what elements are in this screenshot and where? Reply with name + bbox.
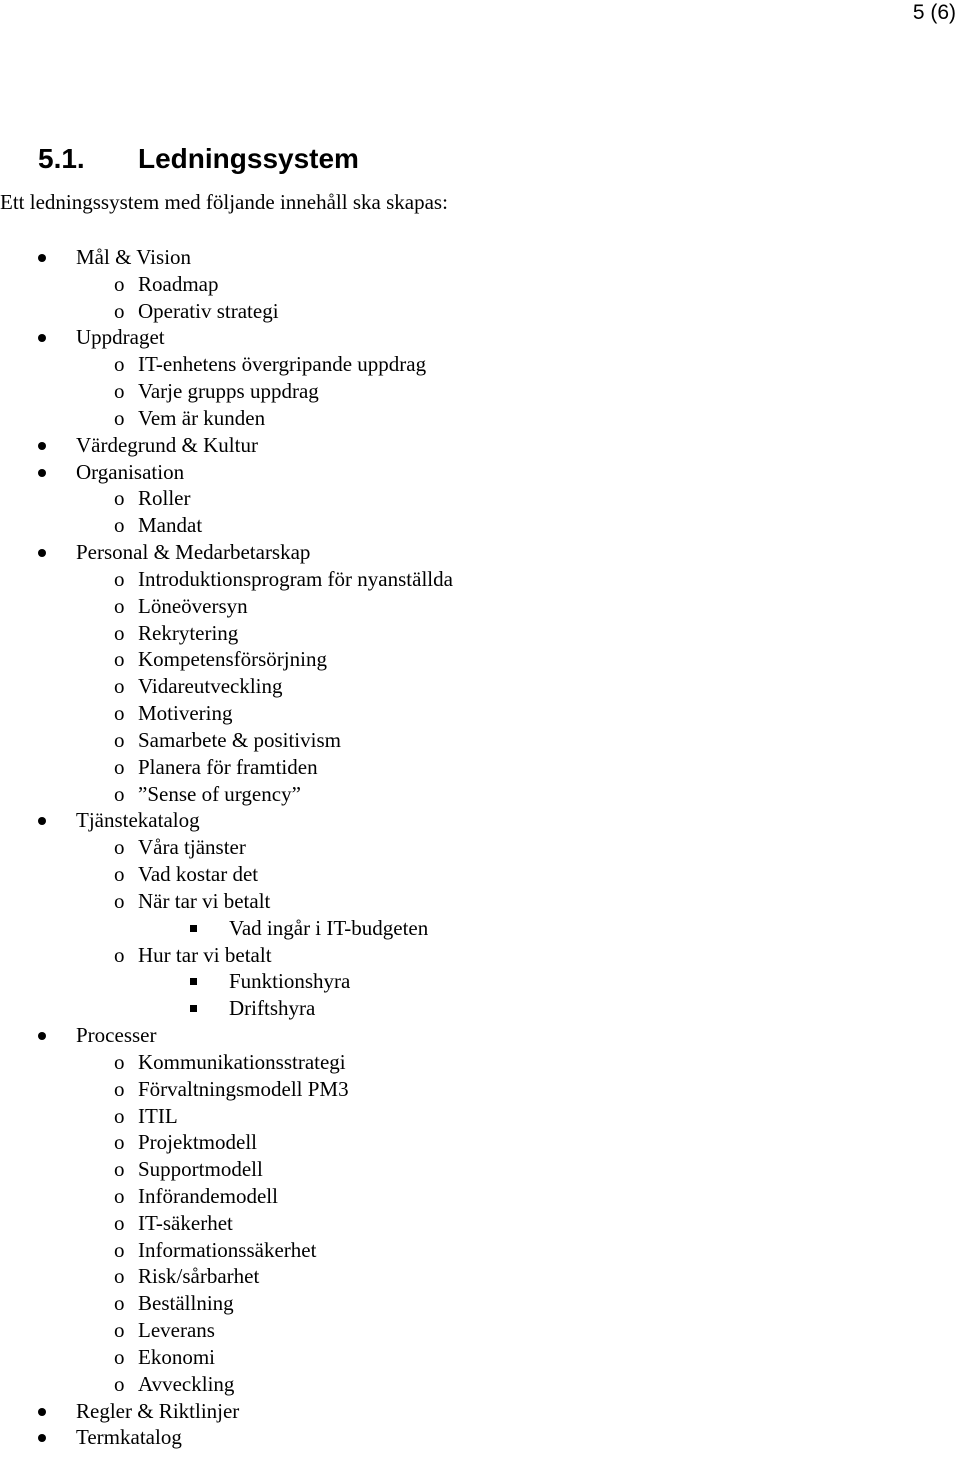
outline-item-level-1 [0,1424,960,1451]
outline-item-text: Supportmodell [138,1157,263,1182]
outline-item-text: ”Sense of urgency” [138,781,301,806]
outline-item-level-2 [0,1263,960,1290]
outline-item-level-1 [0,1022,960,1049]
outline-item-text: ITIL [138,1103,178,1128]
outline-item-text: Risk/sårbarhet [138,1264,260,1289]
outline-item-level-1 [0,1398,960,1425]
bullet-circle-marker: o [114,647,125,672]
bullet-circle-marker: o [114,379,125,404]
bullet-circle-marker: o [114,754,125,779]
bullet-disc-icon [38,254,46,262]
outline-item-text: Rekrytering [138,620,239,645]
outline-item-text: Mål & Vision [76,245,192,269]
outline-item-text: Tjänstekatalog [76,808,200,833]
outline-item-text: Operativ strategi [138,298,279,323]
outline-item-level-1 [0,539,960,566]
outline-item-level-2 [0,351,960,378]
outline-item-text: Kommunikationsstrategi [138,1049,346,1074]
outline-item-level-1 [0,432,960,459]
outline-item-text: Roadmap [138,271,219,296]
outline-item-level-1 [0,459,960,486]
bullet-circle-marker: o [114,298,125,323]
outline-item-level-2 [0,593,960,620]
outline-item-level-2 [0,378,960,405]
bullet-circle-marker: o [114,701,125,726]
outline-item-level-1 [0,807,960,834]
outline-item-level-2 [0,1290,960,1317]
outline-item-level-2 [0,834,960,861]
outline-item-text: Planera för framtiden [138,754,318,779]
outline-item-text: Vem är kunden [138,405,266,430]
outline-item-level-2 [0,1076,960,1103]
intro-paragraph: Ett ledningssystem med följande innehåll ska skapas: [0,190,448,214]
outline-item-level-2 [0,1156,960,1183]
outline-item-level-2 [0,888,960,915]
bullet-disc-icon [38,1032,46,1040]
outline-item-level-2 [0,646,960,673]
bullet-circle-marker: o [114,1157,125,1182]
outline-item-text: Motivering [138,701,233,726]
outline-item-text: Organisation [76,459,185,484]
bullet-disc-icon [38,1408,46,1416]
outline-item-text: Personal & Medarbetarskap [76,540,311,565]
outline-item-level-2 [0,1210,960,1237]
bullet-circle-marker: o [114,1076,125,1101]
bullet-circle-marker: o [114,1237,125,1262]
outline-item-text: IT-säkerhet [138,1210,233,1235]
bullet-circle-marker: o [114,1183,125,1208]
outline-item-text: Kompetensförsörjning [138,647,327,672]
bullet-circle-marker: o [114,620,125,645]
outline-item-level-2 [0,1129,960,1156]
outline-item-text: Mandat [138,513,203,538]
bullet-circle-marker: o [114,271,125,296]
outline-list [0,244,960,1451]
outline-item-level-2 [0,1103,960,1130]
outline-item-text: Avveckling [138,1371,235,1396]
outline-item-text: Projektmodell [138,1130,257,1155]
outline-item-level-3 [0,995,960,1022]
outline-item-text: Ekonomi [138,1344,215,1369]
outline-item-text: Uppdraget [76,325,165,350]
outline-item-level-2 [0,942,960,969]
bullet-circle-marker: o [114,1318,125,1343]
outline-item-level-2 [0,1237,960,1264]
bullet-circle-marker: o [114,486,125,511]
bullet-disc-icon [38,817,46,825]
page-number: 5 (6) [912,1,956,24]
bullet-circle-marker: o [114,1210,125,1235]
outline-item-text: Leverans [138,1318,215,1343]
bullet-circle-marker: o [114,888,125,913]
section-title: Ledningssystem [138,143,359,174]
outline-item-text: Förvaltningsmodell PM3 [138,1076,349,1101]
bullet-circle-marker: o [114,1264,125,1289]
outline-item-text: Vidareutveckling [138,674,283,699]
outline-item-text: Varje grupps uppdrag [138,379,319,404]
outline-item-level-2 [0,405,960,432]
bullet-circle-marker: o [114,405,125,430]
outline-item-text: Regler & Riktlinjer [76,1398,240,1423]
bullet-circle-marker: o [114,1291,125,1316]
outline-item-text: Roller [138,486,191,511]
bullet-circle-marker: o [114,835,125,860]
outline-item-text: Hur tar vi betalt [138,942,272,967]
outline-item-text: Beställning [138,1291,234,1316]
outline-item-level-2 [0,298,960,325]
bullet-circle-marker: o [114,566,125,591]
outline-item-text: När tar vi betalt [138,888,271,913]
bullet-square-icon [190,978,197,985]
outline-item-level-1 [0,324,960,351]
bullet-circle-marker: o [114,593,125,618]
bullet-disc-icon [38,1434,46,1442]
bullet-circle-marker: o [114,1130,125,1155]
bullet-circle-marker: o [114,727,125,752]
outline-item-level-2 [0,781,960,808]
bullet-circle-marker: o [114,942,125,967]
bullet-square-icon [190,1005,197,1012]
outline-item-text: Vad ingår i IT-budgeten [229,915,429,940]
bullet-circle-marker: o [114,1049,125,1074]
outline-item-text: Informationssäkerhet [138,1237,317,1262]
bullet-circle-marker: o [114,1371,125,1396]
outline-item-text: Värdegrund & Kultur [76,432,258,457]
outline-item-level-2 [0,512,960,539]
bullet-disc-icon [38,442,46,450]
outline-item-level-2 [0,566,960,593]
outline-item-level-2 [0,271,960,298]
outline-item-level-2 [0,1344,960,1371]
outline-item-text: Införandemodell [138,1183,278,1208]
section-heading [38,143,359,175]
outline-item-text: Löneöversyn [138,593,248,618]
outline-item-text: Introduktionsprogram för nyanställda [138,566,453,591]
bullet-circle-marker: o [114,781,125,806]
outline-item-text: Våra tjänster [138,835,246,860]
outline-item-text: IT-enhetens övergripande uppdrag [138,352,427,377]
outline-item-level-2 [0,861,960,888]
bullet-circle-marker: o [114,1344,125,1369]
bullet-circle-marker: o [114,674,125,699]
bullet-circle-marker: o [114,352,125,377]
bullet-disc-icon [38,549,46,557]
outline-item-level-2 [0,1317,960,1344]
outline-item-level-2 [0,727,960,754]
section-number: 5.1. [38,143,85,174]
outline-item-level-2 [0,700,960,727]
bullet-circle-marker: o [114,1103,125,1128]
bullet-circle-marker: o [114,862,125,887]
outline-item-text: Samarbete & positivism [138,727,341,752]
outline-item-level-3 [0,915,960,942]
outline-item-level-3 [0,968,960,995]
bullet-square-icon [190,925,197,932]
outline-item-level-2 [0,485,960,512]
outline-item-level-2 [0,673,960,700]
bullet-circle-marker: o [114,513,125,538]
outline-item-text: Funktionshyra [229,969,351,994]
outline-item-level-2 [0,1049,960,1076]
outline-item-level-2 [0,754,960,781]
outline-item-text: Termkatalog [76,1425,182,1450]
outline-item-level-2 [0,1371,960,1398]
outline-item-level-2 [0,1183,960,1210]
outline-item-text: Processer [76,1023,157,1048]
outline-item-text: Vad kostar det [138,862,259,887]
outline-item-text: Driftshyra [229,996,316,1021]
outline-item-level-2 [0,620,960,647]
bullet-disc-icon [38,469,46,477]
outline-item-level-1 [0,244,960,271]
bullet-disc-icon [38,334,46,342]
